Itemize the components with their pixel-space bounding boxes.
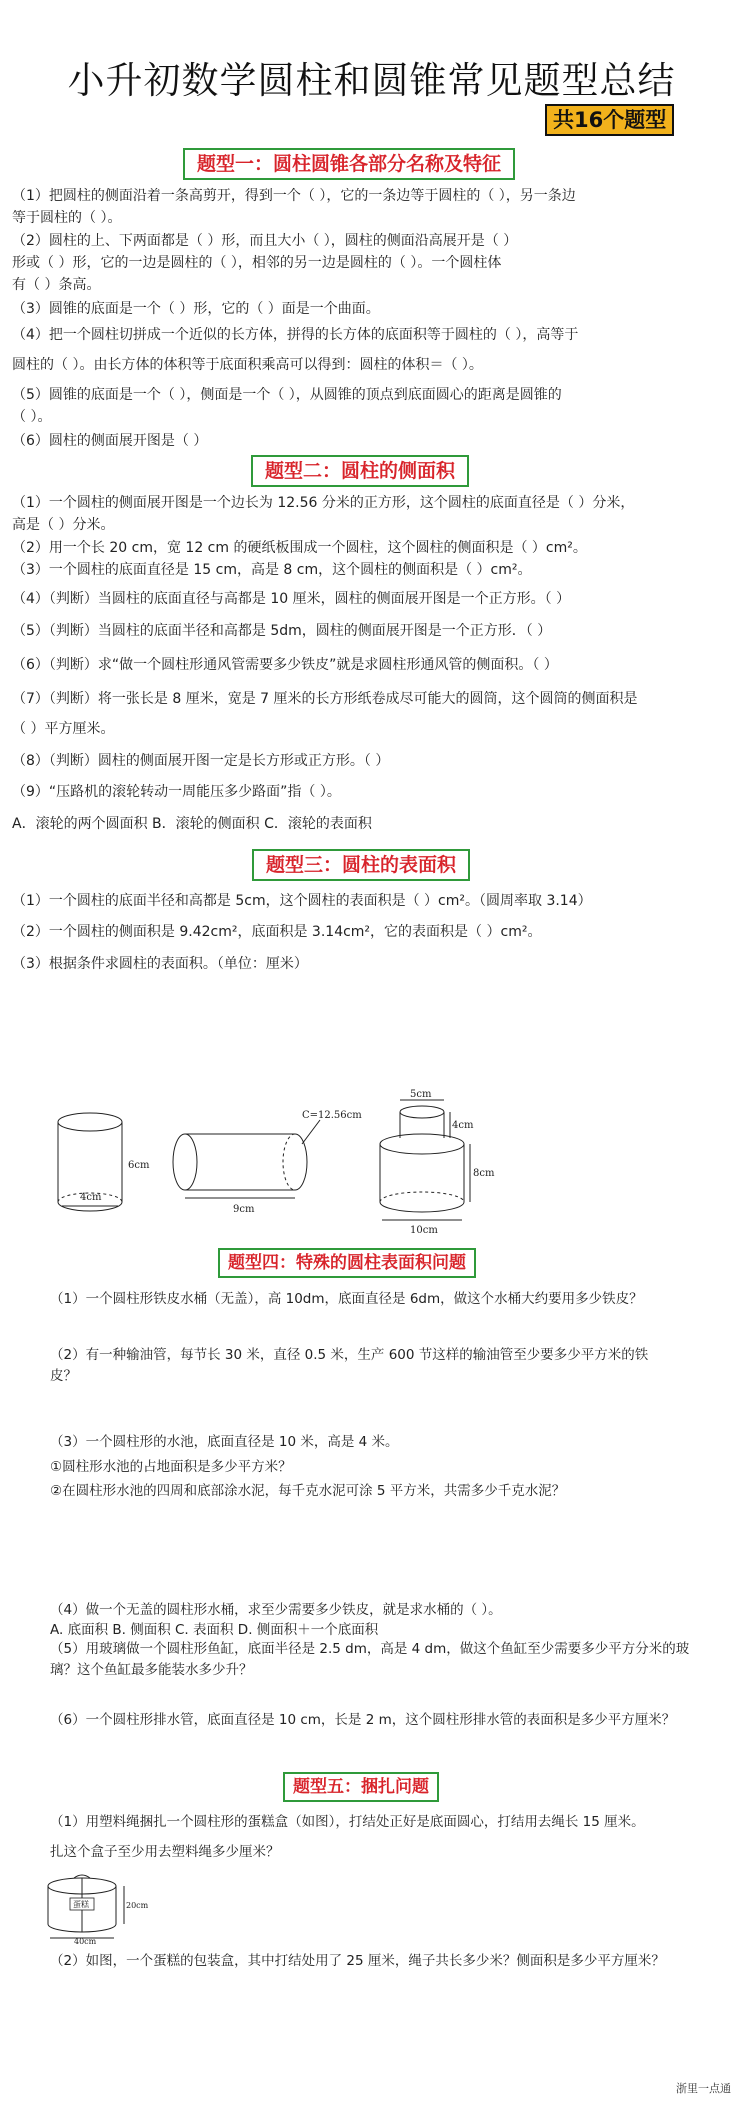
s4-line: （6）一个圆柱形排水管，底面直径是 10 cm，长是 2 m，这个圆柱形排水管的表面积是多少平方厘米？ <box>50 1712 676 1728</box>
cake-diameter-label: 40cm <box>74 1937 97 1946</box>
s4-line: （1）一个圆柱形铁皮水桶（无盖），高 10dm，底面直径是 6dm，做这个水桶大约要用多少铁皮？ <box>50 1291 643 1307</box>
s5-line: 扎这个盒子至少用去塑料绳多少厘米？ <box>50 1844 280 1860</box>
s2-line: （ ）平方厘米。 <box>12 721 115 737</box>
s1-line: 等于圆柱的（ ）。 <box>12 210 122 226</box>
footer-watermark: 浙里一点通 <box>676 2082 731 2095</box>
topic-count-badge: 共16个题型 <box>545 104 674 136</box>
s2-line: （4）（判断）当圆柱的底面直径与高都是 10 厘米，圆柱的侧面展开图是一个正方形。（ ） <box>12 591 571 607</box>
s2-line: （3）一个圆柱的底面直径是 15 cm，高是 8 cm，这个圆柱的侧面积是（ ）cm²。 <box>12 562 532 578</box>
fig2-length-label: 9cm <box>233 1204 255 1215</box>
s2-line: （1）一个圆柱的侧面展开图是一个边长为 12.56 分米的正方形，这个圆柱的底面直径是（ ）分米， <box>12 495 635 511</box>
s1-line: （5）圆锥的底面是一个（ ），侧面是一个（ ），从圆锥的顶点到底面圆心的距离是圆锥的 <box>12 387 562 403</box>
cake-box-figure <box>40 1872 150 1944</box>
s1-line: 形或（ ）形，它的一边是圆柱的（ ），相邻的另一边是圆柱的（ ）。一个圆柱体 <box>12 255 502 271</box>
s2-line: （5）（判断）当圆柱的底面半径和高都是 5dm，圆柱的侧面展开图是一个正方形．（ ） <box>12 623 552 639</box>
s4-line: ①圆柱形水池的占地面积是多少平方米？ <box>50 1459 292 1475</box>
section-2-heading: 题型二：圆柱的侧面积 <box>251 455 469 487</box>
s4-line: （5）用玻璃做一个圆柱形鱼缸，底面半径是 2.5 dm，高是 4 dm，做这个鱼缸至少需要多少平方分米的玻 <box>50 1641 690 1657</box>
cake-label: 蛋糕 <box>73 1900 89 1909</box>
fig3-bottom-height-label: 8cm <box>473 1168 495 1179</box>
s4-line: A. 底面积 B. 侧面积 C. 表面积 D. 侧面积＋一个底面积 <box>50 1622 379 1638</box>
section-5-heading: 题型五：捆扎问题 <box>283 1772 439 1802</box>
cylinder-figures <box>40 1089 495 1240</box>
s1-line: （1）把圆柱的侧面沿着一条高剪开，得到一个（ ），它的一条边等于圆柱的（ ），另一条边 <box>12 188 576 204</box>
s5-line: （1）用塑料绳捆扎一个圆柱形的蛋糕盒（如图），打结处正好是底面圆心，打结用去绳长 15 厘米。 <box>50 1814 645 1830</box>
s2-line: A．滚轮的两个圆面积 B．滚轮的侧面积 C．滚轮的表面积 <box>12 816 372 832</box>
s2-line: （9）“压路机的滚轮转动一周能压多少路面”指（ ）。 <box>12 784 341 800</box>
fig2-circumference-label: C=12.56cm <box>302 1110 362 1121</box>
fig1-diameter-label: 4cm <box>80 1192 102 1203</box>
section-4-heading: 题型四：特殊的圆柱表面积问题 <box>218 1248 476 1278</box>
cake-height-label: 20cm <box>126 1901 149 1910</box>
s4-line: ②在圆柱形水池的四周和底部涂水泥，每千克水泥可涂 5 平方米，共需多少千克水泥？ <box>50 1483 566 1499</box>
s2-line: （2）用一个长 20 cm，宽 12 cm 的硬纸板围成一个圆柱，这个圆柱的侧面积是（ ）cm²。 <box>12 540 587 556</box>
s1-line: 有（ ）条高。 <box>12 277 101 293</box>
page-title: 小升初数学圆柱和圆锥常见题型总结 <box>67 59 676 102</box>
s3-line: （3）根据条件求圆柱的表面积。（单位：厘米） <box>12 956 308 972</box>
fig1-height-label: 6cm <box>128 1160 150 1171</box>
s1-line: （6）圆柱的侧面展开图是（ ） <box>12 433 208 449</box>
figure-lying-cylinder <box>173 1120 320 1198</box>
s2-line: 高是（ ）分米。 <box>12 517 115 533</box>
figure-stacked-cylinders <box>380 1100 470 1220</box>
s1-line: （2）圆柱的上、下两面都是（ ）形，而且大小（ ），圆柱的侧面沿高展开是（ ） <box>12 233 518 249</box>
s4-line: （4）做一个无盖的圆柱形水桶，求至少需要多少铁皮，就是求水桶的（ ）。 <box>50 1602 502 1618</box>
s5-line: （2）如图，一个蛋糕的包装盒，其中打结处用了 25 厘米，绳子共长多少米？侧面积是多少平方厘米？ <box>50 1953 665 1969</box>
fig3-top-diameter-label: 5cm <box>410 1089 432 1100</box>
s1-line: （4）把一个圆柱切拼成一个近似的长方体，拼得的长方体的底面积等于圆柱的（ ），高等于 <box>12 327 579 343</box>
s1-line: （3）圆锥的底面是一个（ ）形，它的（ ）面是一个曲面。 <box>12 301 380 317</box>
s4-line: （2）有一种输油管，每节长 30 米，直径 0.5 米，生产 600 节这样的输油管至少要多少平方米的铁 <box>50 1347 649 1363</box>
s4-line: 皮？ <box>50 1368 77 1384</box>
s3-line: （2）一个圆柱的侧面积是 9.42cm²，底面积是 3.14cm²，它的表面积是（ ）cm²。 <box>12 924 542 940</box>
s2-line: （8）（判断）圆柱的侧面展开图一定是长方形或正方形。（ ） <box>12 753 390 769</box>
s4-line: （3）一个圆柱形的水池，底面直径是 10 米，高是 4 米。 <box>50 1434 399 1450</box>
fig3-top-height-label: 4cm <box>452 1120 474 1131</box>
s2-line: （6）（判断）求“做一个圆柱形通风管需要多少铁皮”就是求圆柱形通风管的侧面积。（ ） <box>12 657 558 673</box>
s3-line: （1）一个圆柱的底面半径和高都是 5cm，这个圆柱的表面积是（ ）cm²。（圆周率取 3.14） <box>12 893 592 909</box>
s2-line: （7）（判断）将一张长是 8 厘米，宽是 7 厘米的长方形纸卷成尽可能大的圆筒，这个圆筒的侧面积是 <box>12 691 638 707</box>
s1-line: 圆柱的（ ）。由长方体的体积等于底面积乘高可以得到：圆柱的体积＝（ ）。 <box>12 357 483 373</box>
section-3-heading: 题型三：圆柱的表面积 <box>252 849 470 881</box>
s4-line: 璃？这个鱼缸最多能装水多少升？ <box>50 1662 253 1678</box>
fig3-bottom-diameter-label: 10cm <box>410 1225 438 1236</box>
s1-line: （ ）。 <box>12 409 52 425</box>
section-1-heading: 题型一：圆柱圆锥各部分名称及特征 <box>183 148 515 180</box>
